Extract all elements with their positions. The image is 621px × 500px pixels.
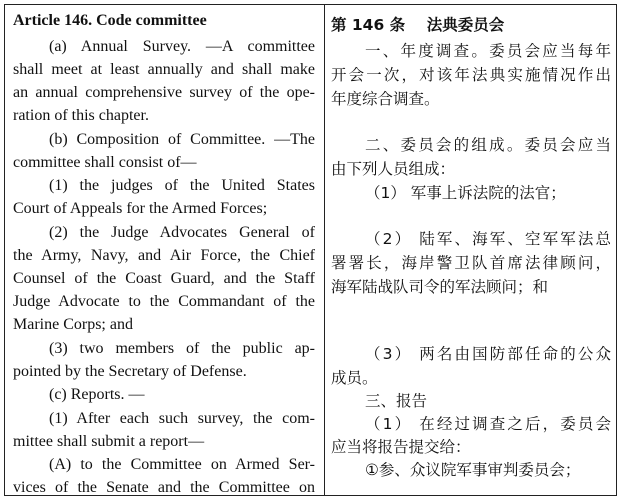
english-line: (2) the Judge Advocates General of [49, 224, 315, 241]
english-heading: Article 146. Code committee [13, 12, 207, 29]
english-line: an annual comprehensive survey of the ope- [13, 84, 315, 101]
english-line: shall meet at least annually and shall make [13, 61, 315, 78]
chinese-heading: 第 146 条 法典委员会 [331, 16, 505, 34]
chinese-line: 海军陆战队司令的军法顾问；和 [331, 278, 549, 296]
english-line: (c) Reports. — [49, 386, 145, 403]
chinese-line: 由下列人员组成： [331, 160, 456, 178]
bilingual-table [4, 4, 617, 496]
english-column [5, 5, 324, 495]
english-line: (a) Annual Survey. —A committee [49, 38, 315, 55]
chinese-line: ①参、众议院军事审判委员会； [365, 461, 581, 479]
english-line: Marine Corps; and [13, 316, 133, 333]
english-line: vices of the Senate and the Committee on [13, 479, 315, 495]
chinese-line: （1） 在经过调查之后，委员会 [365, 415, 611, 433]
chinese-line: 一、年度调查。委员会应当每年 [365, 42, 611, 60]
english-line: (A) to the Committee on Armed Ser- [49, 456, 315, 473]
chinese-line: 年度综合调查。 [331, 90, 440, 108]
english-line: (1) After each such survey, the com- [49, 410, 315, 427]
english-line: Judge Advocate to the Commandant of the [13, 293, 315, 310]
english-line: Counsel of the Coast Guard, and the Staff [13, 270, 315, 287]
english-line: (3) two members of the public ap- [49, 340, 315, 357]
chinese-line: （1） 军事上诉法院的法官； [365, 184, 566, 202]
english-line: (b) Composition of Committee. —The [49, 131, 315, 148]
chinese-line: 署署长，海岸警卫队首席法律顾问， [331, 254, 611, 272]
chinese-line: 应当将报告提交给： [331, 438, 471, 456]
chinese-column [325, 5, 616, 495]
chinese-line: 成员。 [331, 369, 378, 387]
english-line: committee shall consist of— [13, 154, 197, 171]
english-line: pointed by the Secretary of Defense. [13, 363, 247, 380]
chinese-line: 开会一次，对该年法典实施情况作出 [331, 66, 611, 84]
chinese-line: 二、委员会的组成。委员会应当 [365, 136, 611, 154]
chinese-line: （3） 两名由国防部任命的公众 [365, 345, 611, 363]
english-line: Court of Appeals for the Armed Forces; [13, 200, 268, 217]
english-line: ration of this chapter. [13, 107, 149, 124]
english-line: mittee shall submit a report— [13, 433, 205, 450]
english-line: (1) the judges of the United States [49, 177, 315, 194]
chinese-line: （2） 陆军、海军、空军军法总 [365, 230, 611, 248]
english-line: the Army, Navy, and Air Force, the Chief [13, 247, 315, 264]
chinese-line: 三、报告 [365, 392, 428, 410]
